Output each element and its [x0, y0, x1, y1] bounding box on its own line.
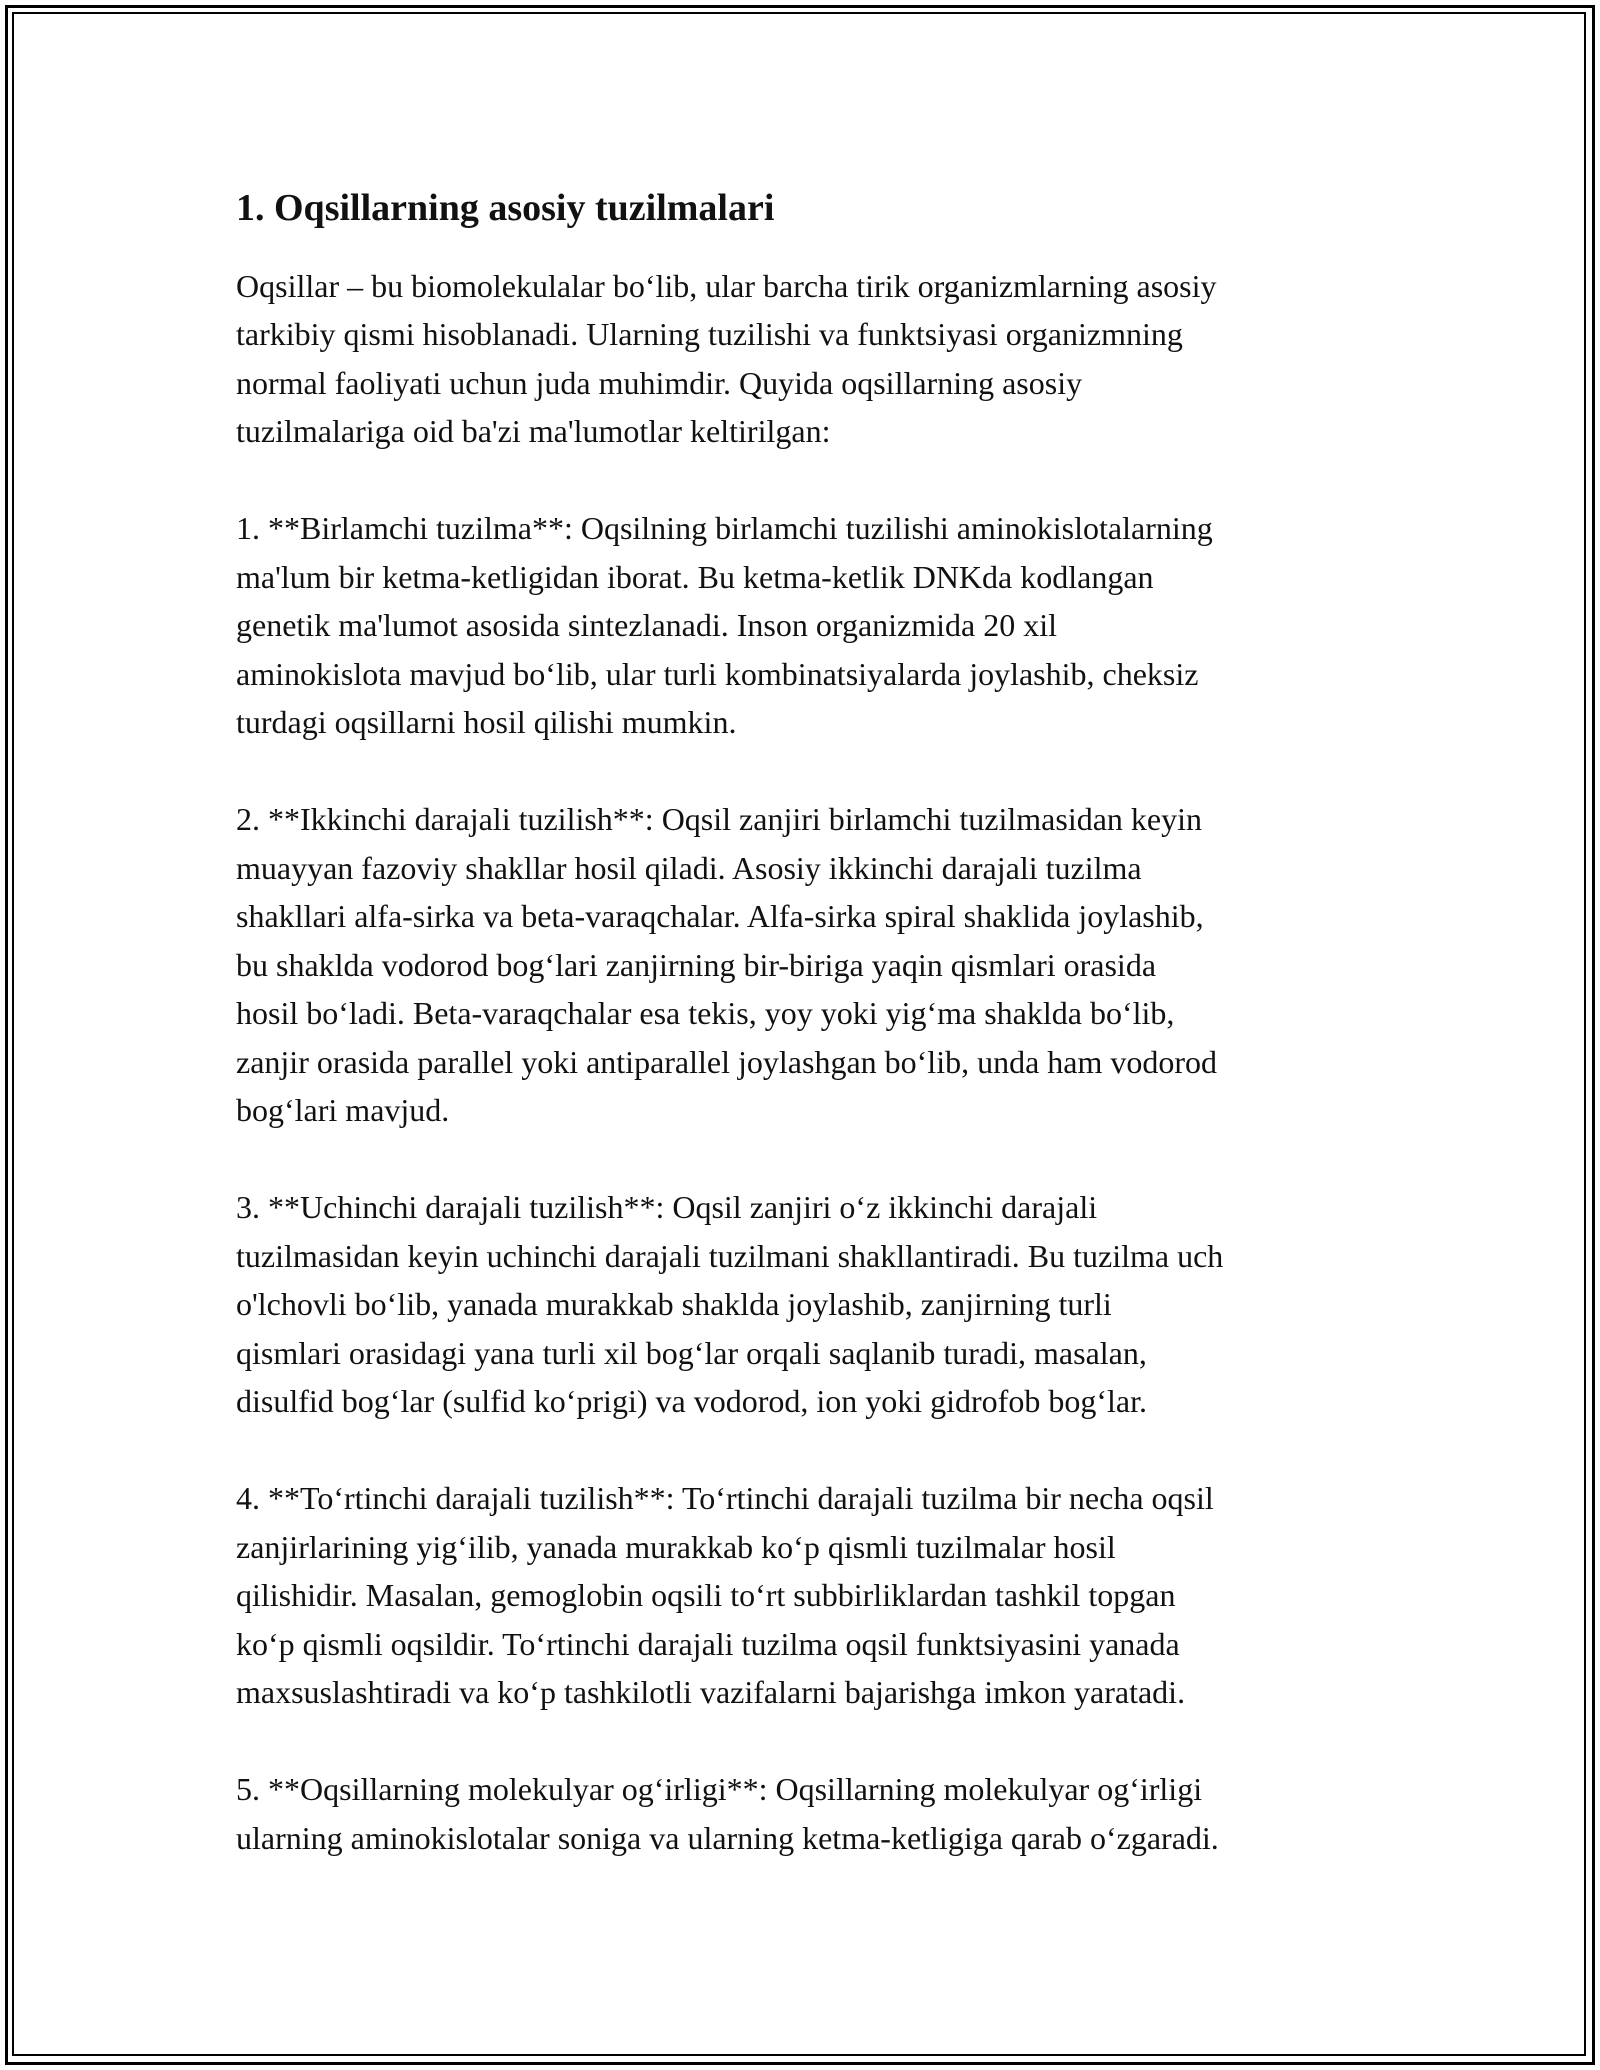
- text-line: o'lchovli bo‘lib, yanada murakkab shaklda joylashib, zanjirning turli: [236, 1286, 1112, 1323]
- text-line: maxsuslashtiradi va ko‘p tashkilotli vazifalarni bajarishga imkon yaratadi.: [236, 1674, 1186, 1711]
- text-line: turdagi oqsillarni hosil qilishi mumkin.: [236, 704, 737, 741]
- text-line: aminokislota mavjud bo‘lib, ular turli kombinatsiyalarda joylashib, cheksiz: [236, 655, 1199, 692]
- text-line: genetik ma'lumot asosida sintezlanadi. Inson organizmida 20 xil: [236, 607, 1057, 644]
- text-line: ma'lum bir ketma-ketligidan iborat. Bu ketma-ketlik DNKda kodlangan: [236, 558, 1154, 595]
- text-line: bu shaklda vodorod bog‘lari zanjirning bir-biriga yaqin qismlari orasida: [236, 946, 1157, 983]
- text-line: zanjirlarining yig‘ilib, yanada murakkab ko‘p qismli tuzilmalar hosil: [236, 1528, 1116, 1565]
- text-line: zanjir orasida parallel yoki antiparallel joylashgan bo‘lib, unda ham vodorod: [236, 1043, 1218, 1080]
- paragraph-item-3: [236, 1183, 1386, 1426]
- text-line: 1. **Birlamchi tuzilma**: Oqsilning birlamchi tuzilishi aminokislotalarning: [236, 510, 1213, 547]
- paragraph-item-5: [236, 1765, 1386, 1862]
- paragraph-item-1: [236, 504, 1386, 747]
- paragraph-item-2: [236, 795, 1386, 1135]
- paragraph-intro: [236, 262, 1386, 456]
- text-line: 5. **Oqsillarning molekulyar og‘irligi**: Oqsillarning molekulyar og‘irligi: [236, 1771, 1203, 1808]
- text-line: ko‘p qismli oqsildir. To‘rtinchi darajali tuzilma oqsil funktsiyasini yanada: [236, 1625, 1180, 1662]
- text-line: muayyan fazoviy shakllar hosil qiladi. Asosiy ikkinchi darajali tuzilma: [236, 849, 1142, 886]
- text-line: bog‘lari mavjud.: [236, 1092, 450, 1129]
- text-line: disulfid bog‘lar (sulfid ko‘prigi) va vodorod, ion yoki gidrofob bog‘lar.: [236, 1383, 1147, 1420]
- paragraph-item-4: [236, 1474, 1386, 1717]
- text-line: 4. **To‘rtinchi darajali tuzilish**: To‘rtinchi darajali tuzilma bir necha oqsil: [236, 1480, 1214, 1517]
- text-line: tuzilmasidan keyin uchinchi darajali tuzilmani shakllantiradi. Bu tuzilma uch: [236, 1237, 1224, 1274]
- text-line: qismlari orasidagi yana turli xil bog‘lar orqali saqlanib turadi, masalan,: [236, 1334, 1147, 1371]
- document-title: 1. Oqsillarning asosiy tuzilmalari: [236, 187, 775, 229]
- text-line: 2. **Ikkinchi darajali tuzilish**: Oqsil zanjiri birlamchi tuzilmasidan keyin: [236, 801, 1202, 838]
- text-line: 3. **Uchinchi darajali tuzilish**: Oqsil zanjiri o‘z ikkinchi darajali: [236, 1189, 1098, 1226]
- text-line: hosil bo‘ladi. Beta-varaqchalar esa tekis, yoy yoki yig‘ma shaklda bo‘lib,: [236, 995, 1175, 1032]
- text-line: tuzilmalariga oid ba'zi ma'lumotlar keltirilgan:: [236, 413, 831, 450]
- text-line: shakllari alfa-sirka va beta-varaqchalar. Alfa-sirka spiral shaklida joylashib,: [236, 898, 1204, 935]
- text-line: tarkibiy qismi hisoblanadi. Ularning tuzilishi va funktsiyasi organizmning: [236, 316, 1183, 353]
- text-line: ularning aminokislotalar soniga va ularning ketma-ketligiga qarab o‘zgaradi.: [236, 1819, 1219, 1856]
- document-body: [236, 186, 1386, 1911]
- text-line: normal faoliyati uchun juda muhimdir. Quyida oqsillarning asosiy: [236, 364, 1083, 401]
- text-line: qilishidir. Masalan, gemoglobin oqsili to‘rt subbirliklardan tashkil topgan: [236, 1577, 1176, 1614]
- text-line: Oqsillar – bu biomolekulalar bo‘lib, ular barcha tirik organizmlarning asosiy: [236, 267, 1217, 304]
